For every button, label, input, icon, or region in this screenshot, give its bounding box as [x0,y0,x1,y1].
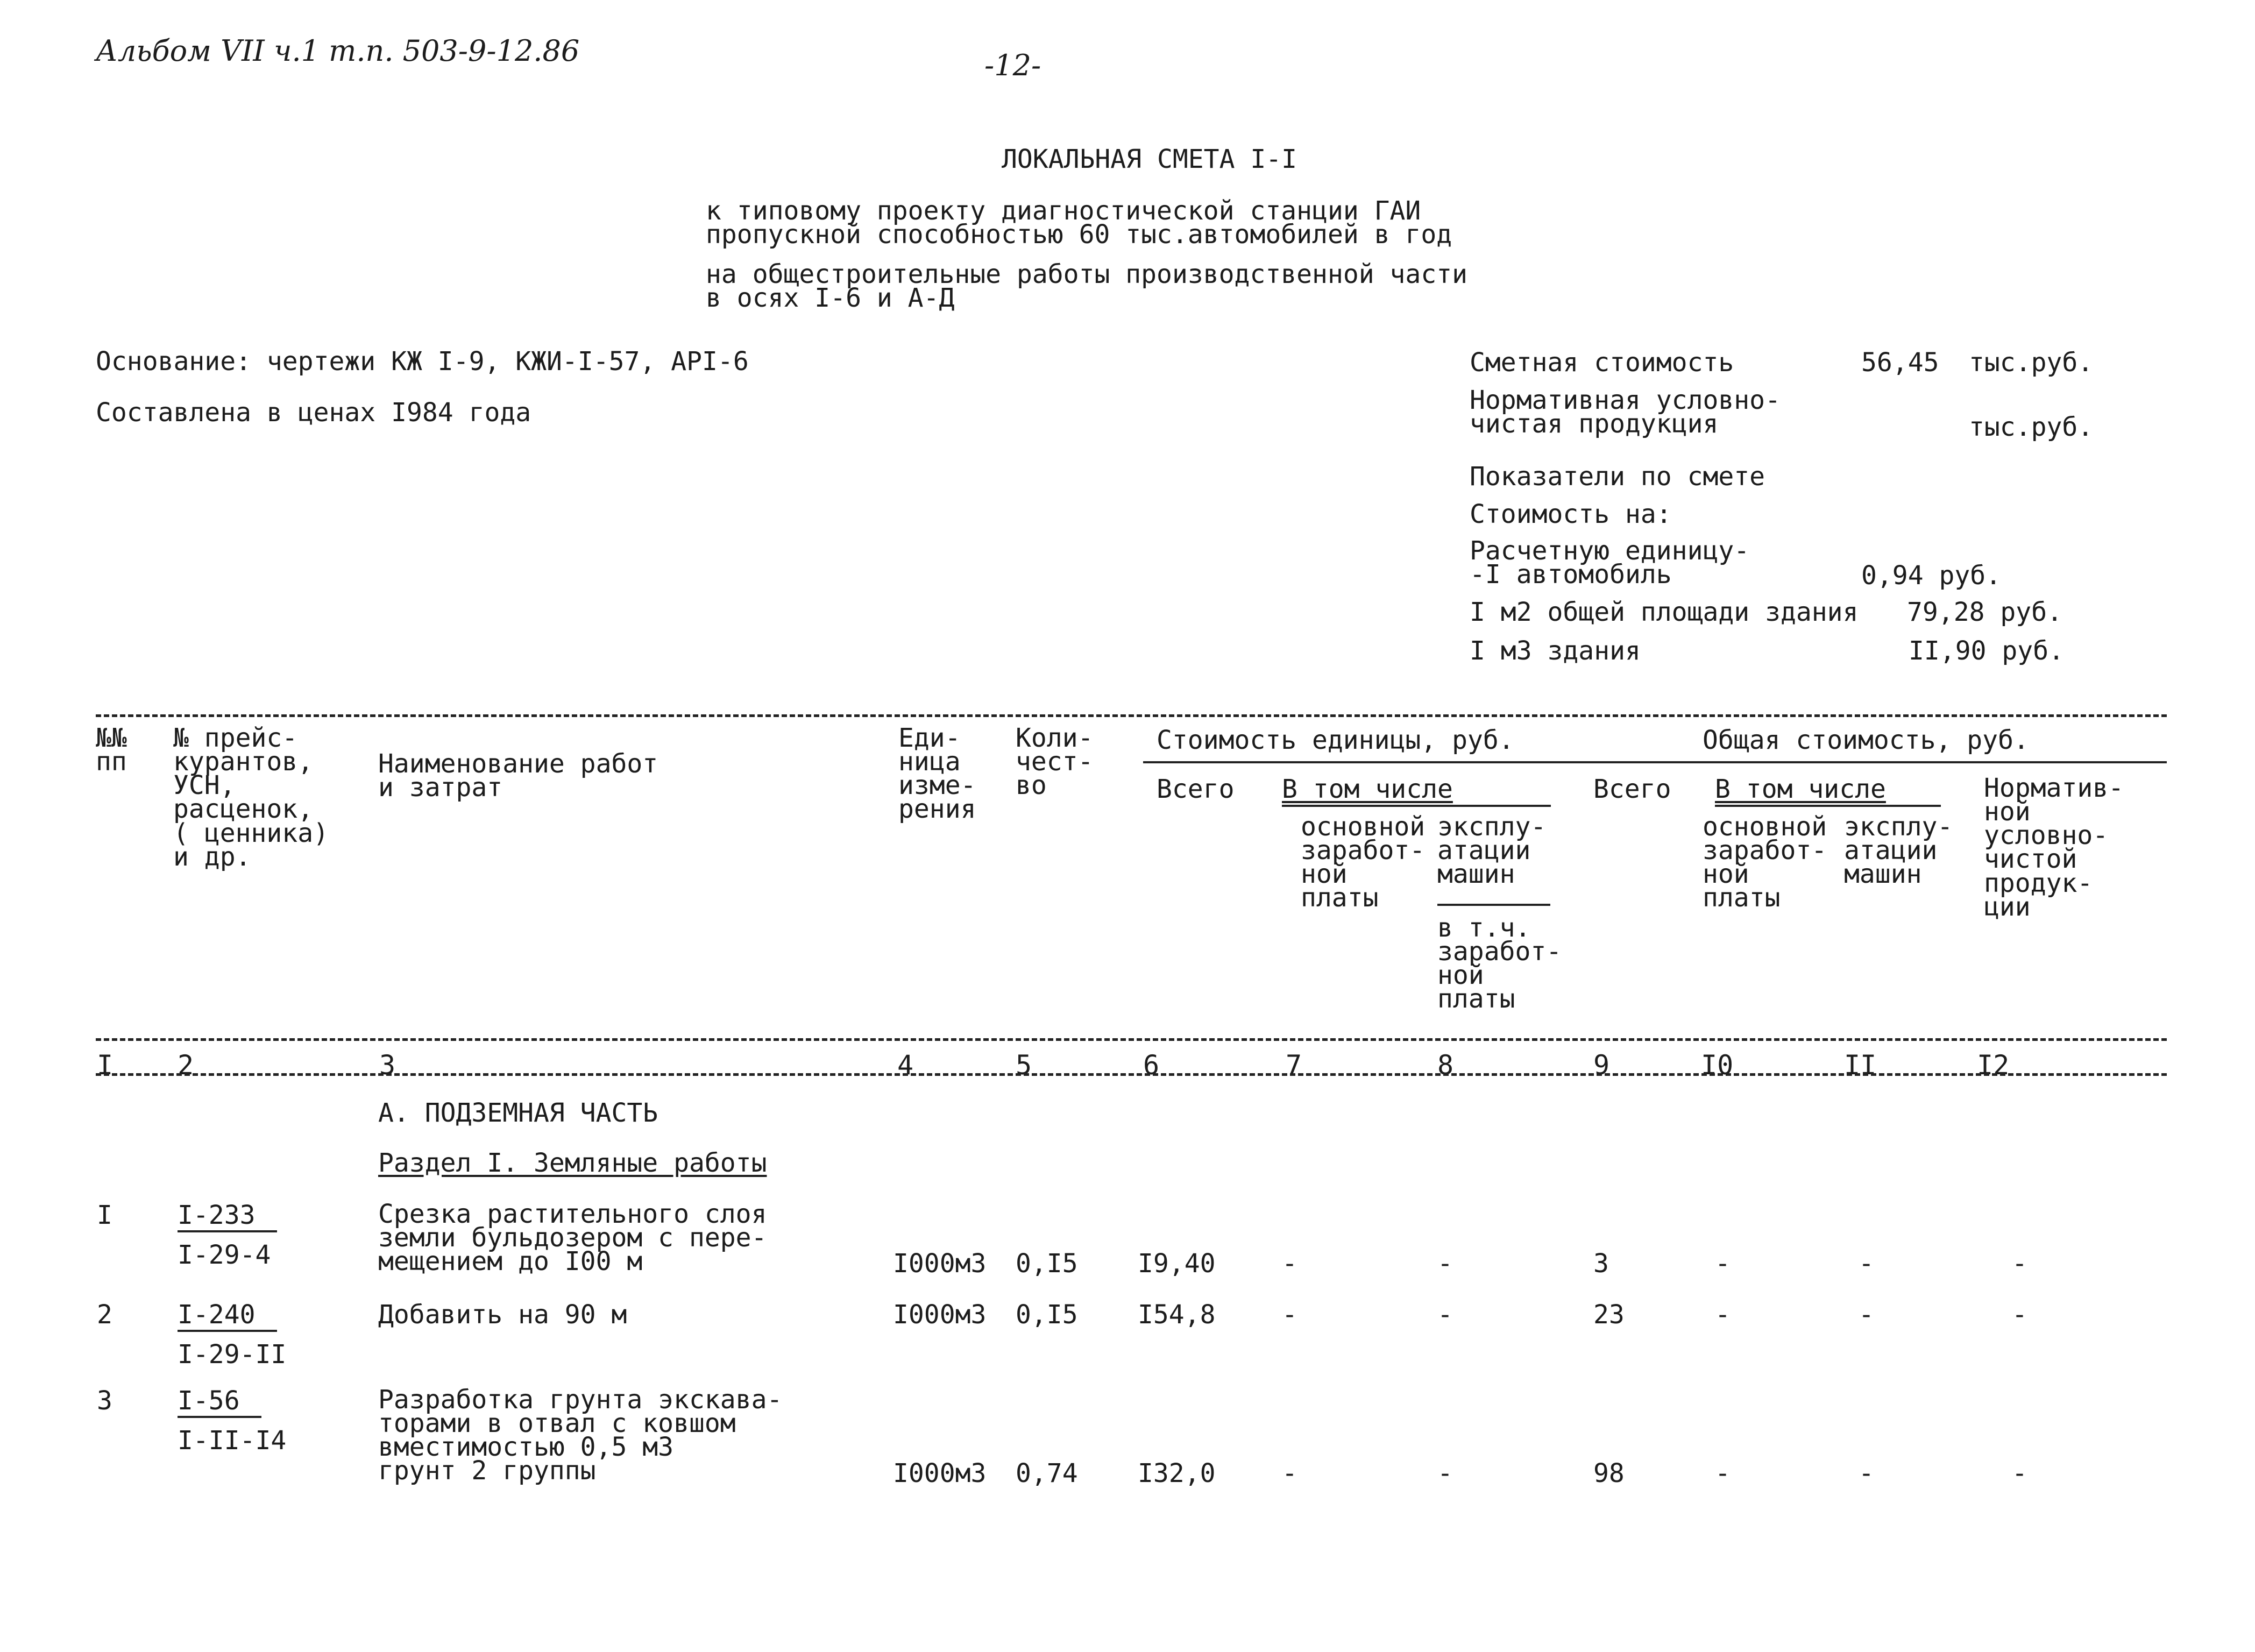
header-total-base-salary-line-4: платы [1703,883,1781,913]
row-1-total-machine: - [1859,1249,1874,1279]
per-unit-label-line-2: -I автомобиль [1470,559,1672,590]
header-normative-line-5: продук- [1984,868,2093,898]
row-2-number: 2 [97,1300,112,1330]
row-1-total-salary: - [1715,1249,1731,1279]
basis-prices: Составлена в ценах I984 года [96,398,531,428]
colnum-6: 6 [1143,1050,1160,1081]
row-2-unit-total: I54,8 [1138,1300,1216,1330]
machine-split-rule [1437,904,1550,906]
header-unit-machine [1437,812,1547,890]
row-1-name-line-1: Срезка растительного слоя [378,1199,767,1229]
header-grand-total: Всего [1593,774,1671,804]
header-normative-line-1: Норматив- [1984,773,2124,803]
row-3-total: 98 [1593,1458,1625,1488]
subsection-title: Раздел I. Земляные работы [378,1148,767,1178]
header-unit-line-4: рения [898,794,976,825]
per-m2-label: I м2 общей площади здания [1470,597,1859,627]
header-normative-line-3: условно- [1984,820,2109,851]
header-price-code-line-1: № прейс- [173,723,298,753]
header-unit-cost-group: Стоимость единицы, руб. [1157,725,1514,755]
header-unit-incl-salary-line-3: ной [1437,960,1484,991]
colnum-3: 3 [379,1050,396,1081]
header-unit-machine-line-1: эксплу- [1437,812,1547,842]
header-total-machine [1844,812,1953,890]
row-1-code-top: I-233 [178,1202,277,1232]
header-total-base-salary-line-3: ной [1703,859,1749,890]
row-2-name: Добавить на 90 м [378,1300,627,1330]
row-2-code-bottom: I-29-II [178,1339,287,1370]
header-total-base-salary-line-1: основной [1703,812,1827,842]
row-1-code-bottom: I-29-4 [178,1240,271,1270]
colnum-bottom-rule [96,1073,2167,1076]
row-3-code-bottom: I-II-I4 [178,1426,287,1456]
row-1-unit-total: I9,40 [1138,1249,1216,1279]
row-1-unit-machine: - [1437,1249,1453,1279]
purpose-line-1: на общестроительные работы производственной части [706,259,1468,289]
header-unit-machine-line-2: атации [1437,835,1531,866]
header-total-machine-line-1: эксплу- [1844,812,1953,842]
header-unit-base-salary [1301,812,1426,913]
row-3-code-top: I-56 [178,1388,261,1418]
indicators-label: Показатели по смете [1470,462,1765,492]
colnum-7: 7 [1286,1050,1302,1081]
row-1-name [378,1199,767,1277]
header-quantity-line-2: чест- [1016,747,1094,777]
header-work-name [378,749,658,803]
row-1-code [178,1202,277,1268]
header-unit-base-salary-line-2: заработ- [1301,835,1426,866]
header-normative [1984,773,2124,922]
header-total-base-salary-line-2: заработ- [1703,835,1827,866]
header-price-code-line-5: ( ценника) [173,818,329,848]
header-work-name-line-2: и затрат [378,772,503,803]
document-title: ЛОКАЛЬНАЯ СМЕТА I-I [1002,144,1297,174]
header-unit-incl-salary-line-4: платы [1437,984,1515,1015]
header-unit-total: Всего [1157,774,1235,804]
colnum-4: 4 [897,1050,914,1081]
header-bottom-rule [96,1038,2167,1041]
header-quantity-line-1: Коли- [1016,723,1094,753]
colnum-10: I0 [1701,1050,1734,1081]
row-3-unit: I000м3 [893,1458,987,1488]
header-normative-line-6: ции [1984,891,2031,922]
normative-label-line-2: чистая продукция [1470,409,1719,439]
header-unit-machine-line-3: машин [1437,859,1515,890]
row-1-qty: 0,I5 [1016,1249,1078,1279]
header-price-code-line-2: курантов, [173,747,314,777]
header-quantity-line-3: во [1016,770,1047,801]
document-subtitle [706,196,1452,250]
row-2-total-machine: - [1859,1300,1874,1330]
header-price-code-line-6: и др. [173,841,251,872]
header-total-machine-line-3: машин [1844,859,1922,890]
row-1-name-line-2: земли бульдозером с пере- [378,1223,767,1253]
estimated-cost-label: Сметная стоимость [1470,348,1734,378]
header-price-code [173,723,329,872]
header-price-code-line-4: расценок, [173,794,314,825]
header-unit-incl: В том числе [1282,774,1453,804]
row-1-unit: I000м3 [893,1249,987,1279]
header-row-number-line-1: №№ [96,723,127,753]
header-total-machine-line-2: атации [1844,835,1938,866]
table-top-rule [96,714,2167,717]
header-unit-base-salary-line-4: платы [1301,883,1379,913]
header-unit-line-2: ница [898,747,961,777]
unit-incl-rule [1282,805,1551,807]
row-3-unit-machine: - [1437,1458,1453,1488]
header-unit-incl-salary-line-1: в т.ч. [1437,913,1531,943]
per-unit-value: 0,94 руб. [1861,561,2002,591]
row-1-number: I [97,1200,112,1230]
colnum-9: 9 [1593,1050,1610,1081]
row-1-name-line-3: мещением до I00 м [378,1246,643,1277]
document-purpose [706,259,1468,314]
colnum-2: 2 [178,1050,194,1081]
purpose-line-2: в осях I-6 и А-Д [706,283,955,314]
header-unit-base-salary-line-3: ной [1301,859,1348,890]
row-3-name-line-3: вместимостью 0,5 м3 [378,1432,674,1463]
row-3-total-salary: - [1715,1458,1731,1488]
row-3-name-line-1: Разработка грунта экскава- [378,1385,783,1415]
total-cost-group-rule [1689,761,2167,763]
total-incl-rule [1715,805,1941,807]
row-2-total-salary: - [1715,1300,1731,1330]
basis-drawings: Основание: чертежи КЖ I-9, КЖИ-I-57, АРI-6 [96,346,749,377]
row-2-normative: - [2012,1300,2027,1330]
header-unit [898,723,976,825]
per-m3-value: II,90 руб. [1909,636,2064,666]
header-work-name-line-1: Наименование работ [378,749,658,779]
colnum-12: I2 [1977,1050,2010,1081]
cost-for-label: Стоимость на: [1470,499,1672,529]
per-m3-label: I м3 здания [1470,636,1641,666]
row-2-unit: I000м3 [893,1300,987,1330]
row-1-normative: - [2012,1249,2027,1279]
header-unit-line-1: Еди- [898,723,961,753]
per-unit-label-line-1: Расчетную единицу- [1470,536,1750,566]
unit-cost-group-rule [1143,761,1689,763]
colnum-5: 5 [1016,1050,1032,1081]
colnum-1: I [97,1050,114,1081]
normative-label-line-1: Нормативная условно- [1470,385,1781,415]
header-unit-incl-salary-line-2: заработ- [1437,937,1562,967]
header-unit-line-3: изме- [898,770,976,801]
row-3-code [178,1388,286,1454]
header-row-number [96,723,127,777]
row-3-qty: 0,74 [1016,1458,1078,1488]
header-price-code-line-3: УСН, [173,770,236,801]
header-total-cost-group: Общая стоимость, руб. [1703,725,2029,755]
page-number: -12- [984,48,1041,82]
row-3-name [378,1385,783,1486]
colnum-8: 8 [1437,1050,1454,1081]
subtitle-line-1: к типовому проекту диагностической станции ГАИ [706,196,1421,226]
row-1-unit-salary: - [1282,1249,1297,1279]
row-2-total: 23 [1593,1300,1625,1330]
row-3-normative: - [2012,1458,2027,1488]
header-total-base-salary [1703,812,1827,913]
header-normative-line-4: чистой [1984,844,2077,875]
per-m2-value: 79,28 руб. [1907,597,2062,627]
header-unit-base-salary-line-1: основной [1301,812,1426,842]
normative-unit: тыс.руб. [1969,412,2094,442]
row-2-qty: 0,I5 [1016,1300,1078,1330]
header-row-number-line-2: пп [96,747,127,777]
album-reference: Альбом VII ч.1 т.п. 503-9-12.86 [96,34,580,68]
row-1-total: 3 [1593,1249,1609,1279]
row-2-unit-machine: - [1437,1300,1453,1330]
row-3-name-line-2: торами в отвал с ковшом [378,1408,736,1439]
estimated-cost-unit: тыс.руб. [1969,348,2094,378]
colnum-11: II [1844,1050,1877,1081]
row-2-code-top: I-240 [178,1302,277,1332]
header-normative-line-2: ной [1984,797,2031,827]
row-3-total-machine: - [1859,1458,1874,1488]
header-quantity [1016,723,1094,801]
row-2-code [178,1300,287,1370]
header-unit-incl-salary [1437,913,1562,1015]
normative-label [1470,385,1781,439]
row-2-unit-salary: - [1282,1300,1297,1330]
subtitle-line-2: пропускной способностью 60 тыс.автомобилей в год [706,219,1452,250]
row-3-number: 3 [97,1386,112,1416]
row-3-name-line-4: грунт 2 группы [378,1456,596,1486]
row-3-unit-total: I32,0 [1138,1458,1216,1488]
estimated-cost-value: 56,45 [1861,348,1939,378]
per-unit-label [1470,536,1750,590]
row-3-unit-salary: - [1282,1458,1297,1488]
section-title: А. ПОДЗЕМНАЯ ЧАСТЬ [378,1098,658,1128]
header-total-incl: В том числе [1715,774,1886,804]
